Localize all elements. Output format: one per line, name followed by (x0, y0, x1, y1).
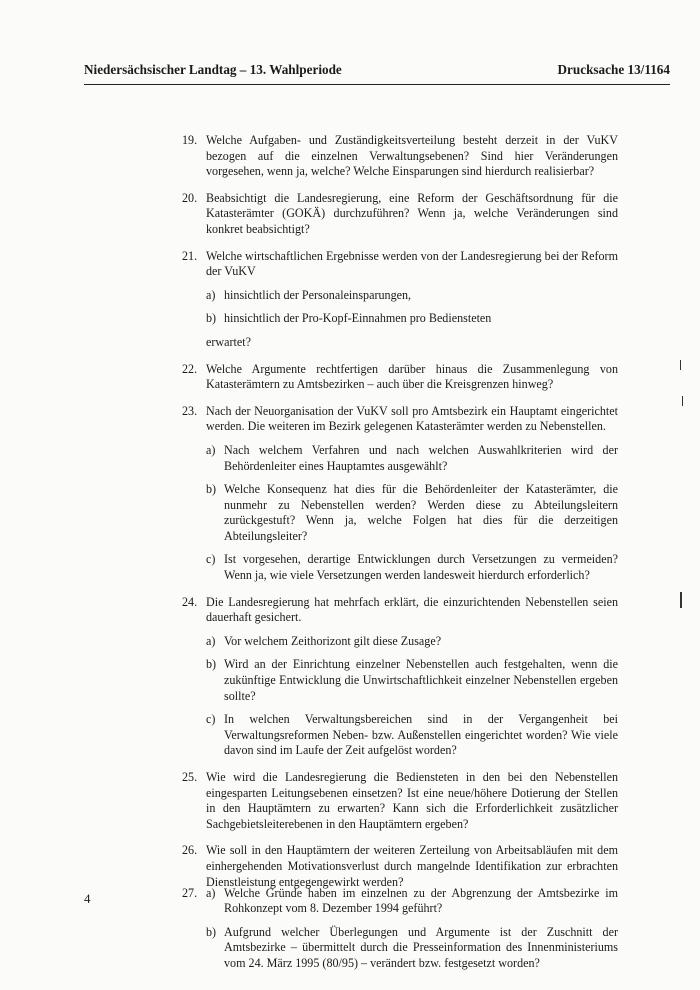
question-text: Welche Aufgaben- und Zuständigkeitsverteilung besteht derzeit in der VuKV bezogen auf die einzelnen Verwaltungsebenen? Sind hier Veränderungen vorgesehen, wenn ja, welche? Welche Einsparungen sind hierdurch realisierbar? (206, 133, 618, 179)
question-number: 25. (182, 770, 198, 784)
sub-question-letter: b) (206, 924, 217, 939)
sub-question-letter: b) (206, 657, 217, 672)
question-text: Welche wirtschaftlichen Ergebnisse werden von der Landesregierung bei der Reform der VuKV (206, 248, 618, 279)
question-item (182, 133, 618, 180)
question-text: Wie soll in den Hauptämtern der weiteren Zerteilung von Arbeitsabläufen mit dem einhergehenden Motivationsverlust durch mangelnde Identifikation zur erbrachten Dienstleistung entgegengewirkt werden? (206, 843, 618, 889)
header-title: Niedersächsischer Landtag – 13. Wahlperiode (84, 62, 342, 77)
sub-question-letter: b) (206, 482, 217, 497)
sub-question-text: Nach welchem Verfahren und nach welchen Auswahlkriterien wird der Behördenleiter eines Hauptamtes ausgewählt? (224, 442, 618, 473)
question-item (182, 595, 618, 759)
sub-question-text: Welche Gründe haben im einzelnen zu der Abgrenzung der Amtsbezirke im Rohkonzept vom 8. Dezember 1994 geführt? (224, 885, 618, 916)
question-item (182, 770, 618, 832)
sub-question-text: Ist vorgesehen, derartige Entwicklungen durch Versetzungen zu vermeiden? Wenn ja, wie viele Versetzungen werden landesweit hierdurch erforderlich? (224, 552, 618, 583)
sub-question-letter: c) (206, 712, 216, 727)
sub-question-text: Wird an der Einrichtung einzelner Nebenstellen auch festgehalten, wenn die zukünftige Entwicklung die Unwirtschaftlichkeit einzelner Nebenstellen ergeben sollte? (224, 657, 618, 703)
sub-question-text: Welche Konsequenz hat dies für die Behördenleiter der Katasterämter, die nunmehr zu Nebenstellen werden? Werden diese zu Abteilungsleitern zurückgestuft? Wenn ja, welche Folgen hat dies für die derzeitigen Abteilungsleiter? (224, 482, 618, 543)
sub-question (206, 288, 618, 304)
margin-mark (680, 360, 681, 370)
sub-question (206, 311, 618, 327)
sub-question (206, 634, 618, 650)
sub-question-text: hinsichtlich der Pro-Kopf-Einnahmen pro Bediensteten (224, 311, 492, 326)
sub-question (206, 482, 618, 544)
question-tail-text: erwartet? (206, 334, 251, 349)
sub-question (206, 657, 618, 704)
question-text: Nach der Neuorganisation der VuKV soll pro Amtsbezirk ein Hauptamt eingerichtet werden. Die weiteren im Bezirk gelegenen Katasterämter werden zu Nebenstellen. (206, 403, 618, 434)
sub-question-letter: c) (206, 552, 216, 567)
question-number: 22. (182, 361, 198, 376)
sub-question-text: hinsichtlich der Personaleinsparungen, (224, 287, 412, 302)
sub-question (206, 925, 618, 972)
sub-question-letter: a) (206, 633, 216, 648)
question-text: Wie wird die Landesregierung die Bediensteten in den bei den Nebenstellen eingesparten Leitungsebenen einsetzen? Ist eine neue/höhere Dotierung der Stellen in den Hauptämtern zu erwarten? Kann sich die Erforderlichkeit zusätzlicher Sachgebietsleiterebenen in den Hauptämtern ergeben? (206, 770, 618, 831)
question-number: 24. (182, 594, 198, 609)
sub-question (206, 712, 618, 759)
header-rule (84, 84, 670, 85)
question-item (182, 404, 618, 584)
sub-question-letter: a) (206, 287, 216, 302)
question-item (182, 362, 618, 393)
header-document-number: Drucksache 13/1164 (557, 62, 670, 77)
question-item (182, 886, 618, 972)
question-item (182, 191, 618, 238)
sub-question (206, 886, 618, 917)
sub-question-letter: a) (206, 442, 216, 457)
question-text: Beabsichtigt die Landesregierung, eine Reform der Geschäftsordnung für die Katasterämter (GOKÄ) durchzuführen? Wenn ja, welche Veränderungen sind konkret beabsichtigt? (206, 190, 618, 236)
sub-question-letter: a) (206, 885, 216, 900)
question-text: Welche Argumente rechtfertigen darüber hinaus die Zusammenlegung von Katasterämtern zu Amtsbezirken – auch über die Kreisgrenzen hinweg? (206, 361, 618, 392)
question-number: 19. (182, 133, 198, 147)
question-number: 20. (182, 190, 198, 205)
sub-question-text: In welchen Verwaltungsbereichen sind in der Vergangenheit bei Verwaltungsreformen Neben- bzw. Außenstellen eingerichtet worden? Wie viele davon sind im Laufe der Zeit aufgelöst worden? (224, 712, 618, 758)
question-item (182, 249, 618, 351)
margin-mark (680, 592, 682, 608)
sub-question (206, 443, 618, 474)
question-item (182, 843, 618, 890)
question-list (182, 133, 618, 983)
sub-question-text: Aufgrund welcher Überlegungen und Argumente ist der Zuschnitt der Amtsbezirke – übermittelt durch die Presseinformation des Innenministeriums vom 24. März 1995 (80/95) – verändert bzw. festgesetzt worden? (224, 924, 618, 970)
page-number: 4 (84, 891, 91, 906)
question-number: 27. (182, 885, 198, 900)
question-number: 26. (182, 843, 198, 858)
sub-question (206, 552, 618, 583)
sub-question-letter: b) (206, 311, 217, 326)
question-number: 21. (182, 248, 198, 263)
sub-question-text: Vor welchem Zeithorizont gilt diese Zusage? (224, 633, 442, 648)
margin-mark (682, 396, 683, 406)
question-number: 23. (182, 403, 198, 418)
question-text: Die Landesregierung hat mehrfach erklärt, die einzurichtenden Nebenstellen seien dauerhaft gesichert. (206, 594, 618, 625)
